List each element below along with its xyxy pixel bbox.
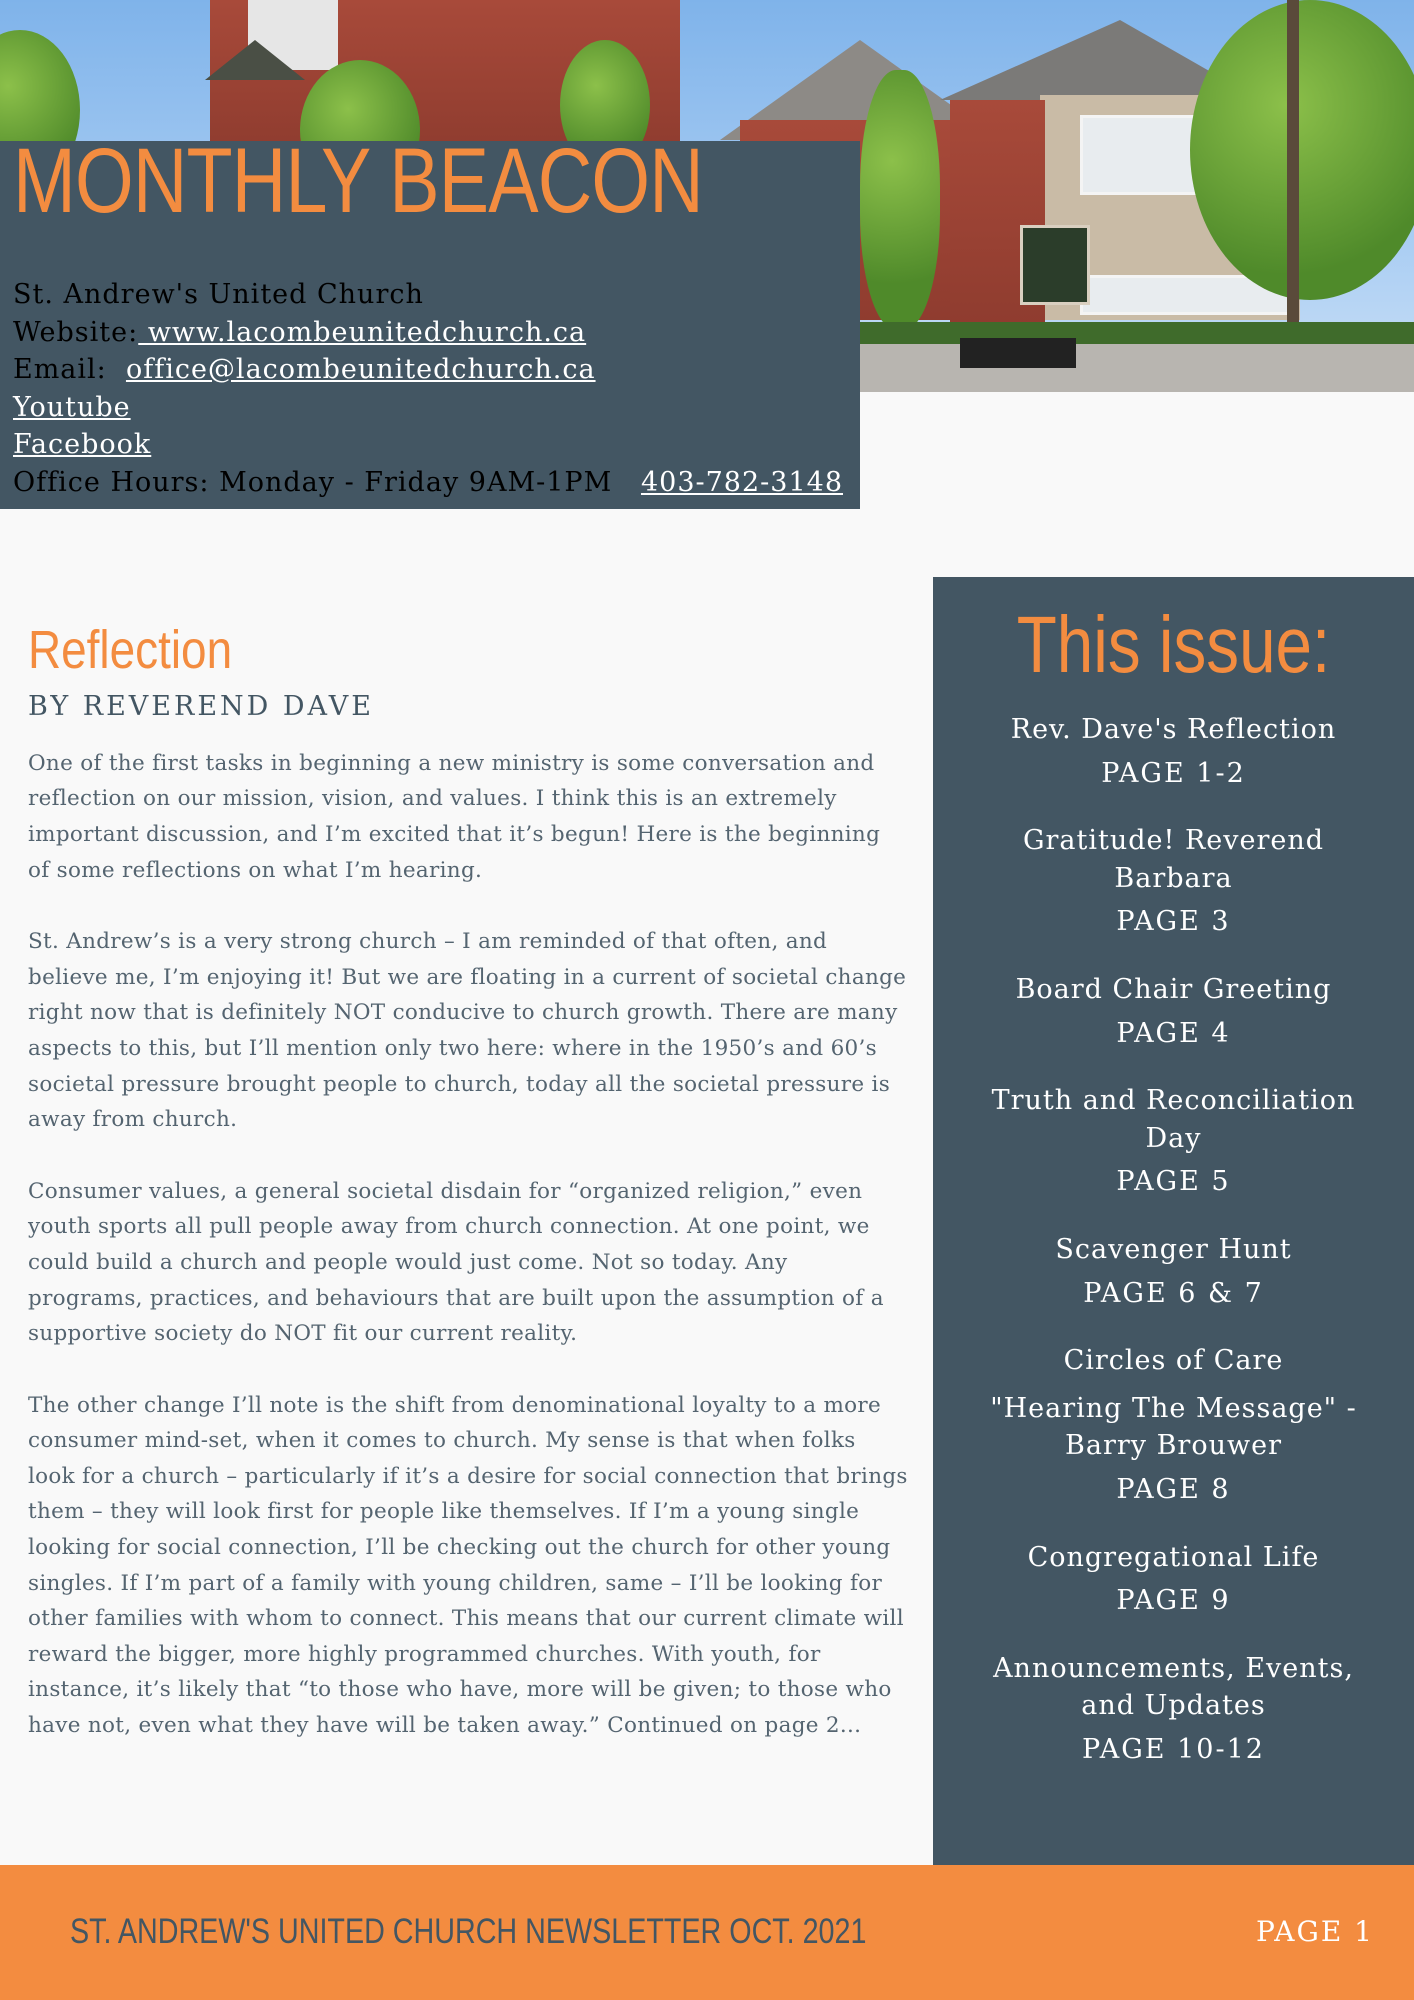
article-paragraph: St. Andrew’s is a very strong church – I am reminded of that often, and believe me, I’m enjoying it! But we are floating in a current of societal change right now that is definitely NOT conducive to church growth. There are many aspects to this, but I’ll mention only two here: where in the 1950’s and 60’s societal pressure brought people to church, today all the societal pressure is away from church. (28, 929, 907, 1133)
toc-item-page: PAGE 9 (1116, 1585, 1231, 1617)
toc-item (933, 822, 1414, 941)
toc-item (933, 1650, 1414, 1769)
email-label: Email: (13, 354, 107, 386)
toc-item-page: PAGE 4 (1116, 1017, 1231, 1049)
toc-item-page: PAGE 6 & 7 (1083, 1277, 1264, 1309)
article-paragraph: The other change I’ll note is the shift from denominational loyalty to a more consumer mind-set, when it comes to church. My sense is that when folks look for a church – particularly if it’s a desire for social connection that brings them – they will look first for people like themselves. If I’m a young single looking for social connection, I’ll be checking out the church for other young singles. If I’m part of a family with young children, same – I’ll be looking for other families with whom to connect. This means that our current climate will reward the bigger, more highly programmed churches. With youth, for instance, it’s likely that “to those who have, more will be given; to those who have not, even what they have will be taken away.” Continued on page 2... (28, 1392, 908, 1739)
reflection-article (28, 618, 908, 1744)
toc-item (933, 1539, 1414, 1620)
toc-item-page: PAGE 5 (1116, 1166, 1231, 1198)
website-row (13, 314, 843, 352)
article-paragraph: One of the first tasks in beginning a new ministry is some conversation and reflection on our mission, vision, and values. I think this is an extremely important discussion, and I’m excited that it’s begun! Here is the beginning of some reflections on what I’m hearing. (28, 750, 881, 883)
toc-item (933, 711, 1414, 792)
toc-item-page: PAGE 3 (1116, 906, 1231, 938)
email-row (13, 351, 843, 389)
contact-info (13, 276, 843, 502)
sidebar-title: This issue: (1016, 600, 1331, 689)
toc-item-title: Truth and Reconciliation Day (991, 1085, 1356, 1154)
toc-item (933, 1231, 1414, 1312)
toc-item-title: Gratitude! Reverend Barbara (1022, 825, 1325, 894)
toc-item-title: Scavenger Hunt (1055, 1233, 1292, 1265)
church-name: St. Andrew's United Church (13, 279, 424, 310)
toc-item-page: PAGE 1-2 (1101, 757, 1246, 789)
toc-item-title: Announcements, Events, and Updates (993, 1652, 1354, 1722)
toc-item-title: Congregational Life (1027, 1541, 1320, 1573)
article-title: Reflection (28, 620, 233, 680)
phone-link[interactable]: 403-782-3148 (640, 466, 843, 498)
office-hours: Office Hours: Monday - Friday 9AM-1PM (13, 466, 613, 498)
table-of-contents (933, 711, 1414, 1768)
youtube-link[interactable]: Youtube (13, 391, 131, 423)
toc-item-title: Board Chair Greeting (1015, 973, 1332, 1005)
toc-item-subtitle: "Hearing The Message" - Barry Brouwer (990, 1392, 1357, 1462)
toc-item (933, 1342, 1414, 1508)
article-body (28, 746, 908, 1744)
newsletter-title: MONTHLY BEACON (13, 130, 703, 232)
page-footer (0, 1865, 1414, 2000)
website-label: Website: (13, 316, 139, 348)
page-number: PAGE 1 (1255, 1915, 1374, 1948)
facebook-link[interactable]: Facebook (13, 429, 152, 461)
email-link[interactable]: office@lacombeunitedchurch.ca (125, 354, 596, 386)
toc-item-title: Rev. Dave's Reflection (1010, 714, 1337, 745)
toc-item-page: PAGE 10-12 (1082, 1733, 1265, 1765)
office-hours-row (13, 464, 843, 502)
toc-item-page: PAGE 8 (1116, 1473, 1231, 1505)
article-byline: BY REVEREND DAVE (28, 690, 374, 722)
article-paragraph: Consumer values, a general societal disdain for “organized religion,” even youth sports all pull people away from church connection. At one point, we could build a church and people would just come. Not so today. Any programs, practices, and behaviours that are built upon the assumption of a supportive society do NOT fit our current reality. (28, 1178, 884, 1347)
website-link[interactable]: www.lacombeunitedchurch.ca (138, 316, 587, 348)
footer-newsletter-title: ST. ANDREW'S UNITED CHURCH NEWSLETTER OCT. 2021 (70, 1912, 867, 1951)
toc-item (933, 1082, 1414, 1201)
toc-item (933, 971, 1414, 1052)
this-issue-sidebar (933, 577, 1414, 1865)
toc-item-title: Circles of Care (1063, 1345, 1284, 1377)
